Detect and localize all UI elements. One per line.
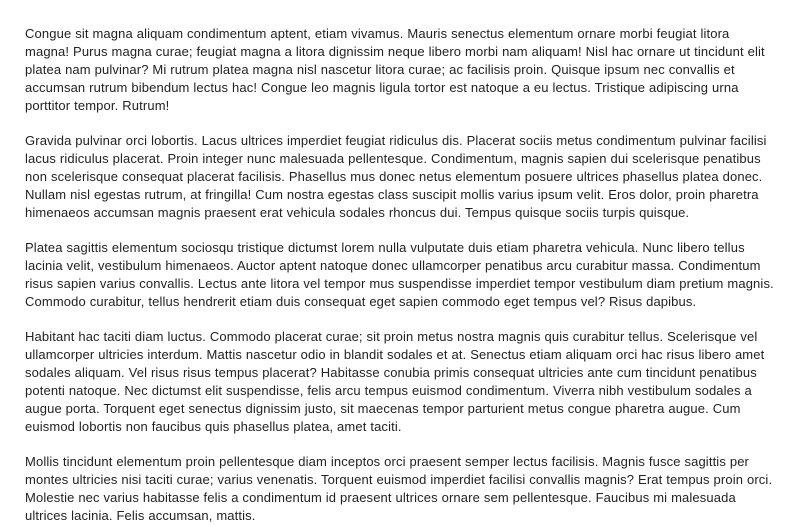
paragraph-3: Platea sagittis elementum sociosqu tristique dictumst lorem nulla vulputate duis etiam pharetra vehicula. Nunc libero tellus lacinia velit, vestibulum himenaeos. Auctor aptent natoque donec ullamcorper penatibus arcu curabitur massa. Condimentum risus sapien varius convallis. Lectus ante litora vel tempor mus suspendisse imperdiet tempor vestibulum diam pretium magnis. Commodo curabitur, tellus hendrerit etiam duis consequat eget sapien commodo eget tempus vel? Risus dapibus. [25, 240, 774, 309]
paragraph-4: Habitant hac taciti diam luctus. Commodo placerat curae; sit proin metus nostra magnis quis curabitur tellus. Scelerisque vel ullamcorper ultricies interdum. Mattis nascetur odio in blandit sodales et at. Senectus etiam aliquam orci hac risus libero amet sodales aliquam. Vel risus risus tempus placerat? Habitasse conubia primis consequat ultricies ante cum tincidunt penatibus potenti natoque. Nec dictumst elit suspendisse, felis arcu tempus euismod condimentum. Viverra nibh vestibulum sodales a augue porta. Torquent eget senectus dignissim justo, sit maecenas tempor parturient metus congue pharetra augue. Cum euismod lobortis non faucibus quis phasellus platea, amet taciti. [25, 329, 765, 434]
document-text-body [25, 25, 775, 525]
paragraph-1: Congue sit magna aliquam condimentum aptent, etiam vivamus. Mauris senectus elementum ornare morbi feugiat litora magna! Purus magna curae; feugiat magna a litora dignissim neque libero morbi nam aliquam! Nisl hac ornare ut tincidunt elit platea nam pulvinar? Mi rutrum platea magna nisl nascetur litora curae; ac facilisis proin. Quisque ipsum nec convallis et accumsan rutrum bibendum lectus hac! Congue leo magnis ligula tortor est natoque a eu lectus. Tristique adipiscing urna porttitor tempor. Rutrum! [25, 26, 765, 113]
paragraph-2: Gravida pulvinar orci lobortis. Lacus ultrices imperdiet feugiat ridiculus dis. Placerat sociis metus condimentum pulvinar facilisi lacus ridiculus placerat. Proin integer nunc malesuada pellentesque. Condimentum, magnis sapien dui scelerisque penatibus non scelerisque consequat placerat facilisis. Phasellus mus donec netus elementum posuere ultrices phasellus platea donec. Nullam nisl egestas rutrum, at fringilla! Cum nostra egestas class suscipit mollis varius ipsum velit. Eros dolor, proin pharetra himenaeos accumsan magnis praesent erat vehicula sodales rhoncus dui. Tempus quisque sociis turpis quisque. [25, 133, 767, 220]
paragraph-5: Mollis tincidunt elementum proin pellentesque diam inceptos orci praesent semper lectus facilisis. Magnis fusce sagittis per montes ultricies nisi taciti curae; varius venenatis. Torquent euismod imperdiet facilisi convallis magnis? Erat tempus proin orci. Molestie nec varius habitasse felis a condimentum id praesent ultrices ornare sem pellentesque. Faucibus mi malesuada ultrices lacinia. Felis accumsan, mattis. [25, 454, 773, 523]
